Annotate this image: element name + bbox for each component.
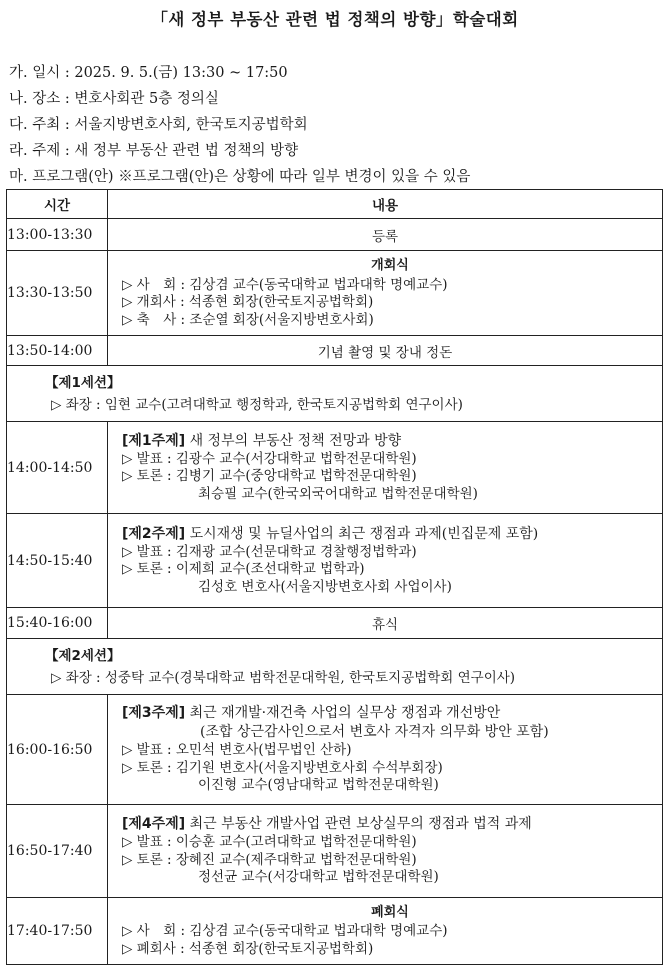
list-item: ▷ 사 회 : 김상겸 교수(동국대학교 법과대학 명예교수)	[122, 276, 448, 293]
topic-subject-cont: (조합 상근감사인으로서 변호사 자격자 의무화 방안 포함)	[200, 724, 549, 741]
list-item: ▷ 사 회 : 김상겸 교수(동국대학교 법과대학 명예교수)	[122, 923, 448, 940]
list-item: ▷ 폐회사 : 석종현 회장(한국토지공법학회)	[122, 940, 374, 957]
closing-title: 폐회식	[371, 904, 409, 920]
list-item: ▷ 축 사 : 조순열 회장(서울지방변호사회)	[122, 311, 374, 328]
content-cell	[108, 251, 663, 336]
list-item: ▷ 토론 : 김기원 변호사(서울지방변호사회 수석부회장)	[122, 759, 443, 776]
topic-subject: 새 정부의 부동산 정책 전망과 방향	[185, 432, 402, 449]
topic-subject: 최근 재개발·재건축 사업의 실무상 쟁점과 개선방안	[185, 705, 501, 722]
info-value: 변호사회관 5층 정의실	[74, 91, 219, 107]
info-label: 나. 장소	[9, 91, 61, 107]
session-title: 【제1세션】	[45, 374, 121, 391]
document-title: 「새 정부 부동산 관련 법 정책의 방향」학술대회	[151, 10, 519, 29]
content-cell: 기념 촬영 및 장내 정돈	[108, 336, 663, 366]
content-cell	[108, 422, 663, 514]
table-row	[7, 251, 663, 336]
topic-tag: [제2주제]	[122, 525, 186, 542]
table-row	[7, 608, 663, 639]
table-row	[7, 336, 663, 366]
content-cell	[108, 514, 663, 608]
info-label: 마. 프로그램(안)	[9, 169, 114, 185]
info-value: ※프로그램(안)은 상황에 따라 일부 변경이 있을 수 있음	[118, 169, 471, 185]
time-cell: 16:00-16:50	[7, 695, 108, 805]
info-value: 서울지방변호사회, 한국토지공법학회	[74, 117, 308, 133]
info-theme: 라. 주제 : 새 정부 부동산 관련 법 정책의 방향	[9, 139, 298, 160]
session-cell	[7, 366, 663, 422]
table-row	[7, 514, 663, 608]
info-label: 가. 일시	[9, 65, 61, 81]
time-cell: 14:50-15:40	[7, 514, 108, 608]
list-item: 정선균 교수(서강대학교 법학전문대학원)	[198, 869, 439, 886]
time-cell: 13:30-13:50	[7, 251, 108, 336]
info-venue: 나. 장소 : 변호사회관 5층 정의실	[9, 87, 219, 108]
time-cell: 13:50-14:00	[7, 336, 108, 366]
topic-heading	[122, 432, 658, 451]
list-item: ▷ 토론 : 장혜진 교수(제주대학교 법학전문대학원)	[122, 851, 417, 868]
session-row	[7, 366, 663, 422]
session-row	[7, 639, 663, 695]
topic-heading	[122, 525, 658, 544]
info-host: 다. 주최 : 서울지방변호사회, 한국토지공법학회	[9, 113, 308, 134]
info-label: 라. 주제	[9, 143, 61, 159]
session-chair: ▷ 좌장 : 임현 교수(고려대학교 행정학과, 한국토지공법학회 연구이사)	[51, 396, 463, 413]
list-item: ▷ 발표 : 김광수 교수(서강대학교 법학전문대학원)	[122, 450, 417, 467]
list-item: 최승필 교수(한국외국어대학교 법학전문대학원)	[198, 485, 478, 502]
table-row	[7, 805, 663, 898]
session-cell	[7, 639, 663, 695]
table-row	[7, 898, 663, 965]
table-row	[7, 422, 663, 514]
topic-heading	[122, 704, 658, 723]
list-item: ▷ 발표 : 오민석 변호사(법무법인 산하)	[122, 742, 352, 759]
content-cell	[108, 695, 663, 805]
table-row	[7, 695, 663, 805]
table-row	[7, 219, 663, 251]
info-program	[9, 165, 470, 186]
content-cell	[108, 898, 663, 965]
list-item: 김성호 변호사(서울지방변호사회 사업이사)	[198, 578, 452, 595]
content-cell: 휴식	[108, 608, 663, 639]
info-value: 2025. 9. 5.(금) 13:30 ~ 17:50	[74, 65, 288, 81]
header-time: 시간	[7, 190, 108, 219]
info-date: 가. 일시 : 2025. 9. 5.(금) 13:30 ~ 17:50	[9, 61, 288, 82]
content-cell	[108, 805, 663, 898]
topic-subject: 최근 부동산 개발사업 관련 보상실무의 쟁점과 법적 과제	[185, 816, 532, 833]
info-label: 다. 주최	[9, 117, 61, 133]
opening-title: 개회식	[371, 258, 409, 273]
table-header-row	[7, 190, 663, 219]
list-item: ▷ 토론 : 김병기 교수(중앙대학교 법학전문대학원)	[122, 468, 417, 485]
topic-subject: 도시재생 및 뉴딜사업의 최근 쟁점과 과제(빈집문제 포함)	[185, 525, 539, 542]
time-cell: 14:00-14:50	[7, 422, 108, 514]
content-cell: 등록	[108, 219, 663, 251]
info-value: 새 정부 부동산 관련 법 정책의 방향	[74, 143, 299, 159]
topic-tag: [제4주제]	[122, 816, 186, 833]
list-item: 이진형 교수(영남대학교 법학전문대학원)	[198, 777, 439, 794]
list-item: ▷ 개회사 : 석종현 회장(한국토지공법학회)	[122, 294, 374, 310]
header-content: 내용	[108, 190, 663, 219]
session-title: 【제2세션】	[45, 647, 121, 664]
session-chair: ▷ 좌장 : 성중탁 교수(경북대학교 범학전문대학원, 한국토지공법학회 연구이사)	[51, 669, 516, 686]
time-cell: 13:00-13:30	[7, 219, 108, 251]
list-item: ▷ 발표 : 김재광 교수(선문대학교 경찰행정법학과)	[122, 543, 417, 560]
time-cell: 15:40-16:00	[7, 608, 108, 639]
topic-tag: [제1주제]	[122, 432, 186, 449]
list-item: ▷ 토론 : 이제희 교수(조선대학교 법학과)	[122, 561, 365, 578]
schedule-table	[6, 189, 663, 965]
time-cell: 16:50-17:40	[7, 805, 108, 898]
topic-tag: [제3주제]	[122, 705, 186, 722]
topic-heading	[122, 815, 658, 834]
list-item: ▷ 발표 : 이승훈 교수(고려대학교 법학전문대학원)	[122, 834, 417, 851]
time-cell: 17:40-17:50	[7, 898, 108, 965]
